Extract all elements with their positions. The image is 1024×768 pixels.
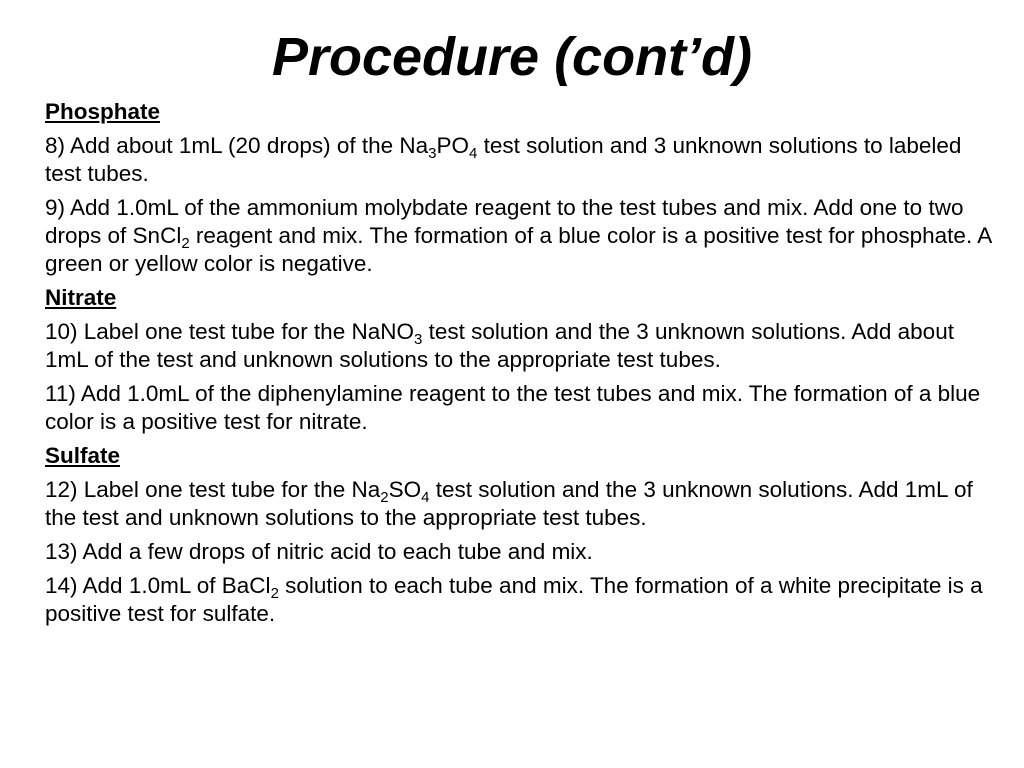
step-text: 14) Add 1.0mL of BaCl [45, 573, 271, 598]
step-text: 12) Label one test tube for the Na [45, 477, 381, 502]
step-text: 8) Add about 1mL (20 drops) of the Na [45, 133, 429, 158]
step-8 [45, 132, 995, 188]
slide-body [45, 98, 995, 634]
slide-title: Procedure (cont’d) [271, 27, 753, 87]
step-9 [45, 194, 995, 278]
step-text: SO [388, 477, 422, 502]
step-text: test solution and the 3 unknown solutions. Add about 1mL of the test and unknown solutions to the appropriate test tubes. [45, 319, 954, 372]
step-text: solution to each tube and mix. The formation of a white precipitate is a positive test for sulfate. [45, 573, 983, 626]
step-text: 11) Add 1.0mL of the diphenylamine reagent to the test tubes and mix. The formation of a blue color is a positive test for nitrate. [45, 381, 981, 434]
step-11 [45, 380, 995, 436]
step-text: 10) Label one test tube for the NaNO [45, 319, 414, 344]
subscript: 2 [270, 585, 279, 602]
step-14 [45, 572, 995, 628]
section-heading-nitrate: Nitrate [45, 285, 117, 310]
step-10 [45, 318, 995, 374]
step-text: 9) Add 1.0mL of the ammonium molybdate reagent to the test tubes and mix. Add one to two drops of SnCl [45, 195, 964, 248]
step-text: test solution and 3 unknown solutions to labeled test tubes. [45, 133, 962, 186]
step-12 [45, 476, 995, 532]
subscript: 4 [421, 489, 430, 506]
section-heading-sulfate: Sulfate [45, 443, 121, 468]
step-text: PO [436, 133, 470, 158]
subscript: 3 [413, 331, 423, 348]
subscript: 2 [380, 489, 389, 506]
subscript: 4 [469, 145, 478, 162]
step-13 [45, 538, 995, 566]
step-text: test solution and the 3 unknown solutions. Add 1mL of the test and unknown solutions to the appropriate test tubes. [45, 477, 973, 530]
subscript: 2 [181, 235, 190, 252]
subscript: 3 [428, 145, 437, 162]
step-text: 13) Add a few drops of nitric acid to each tube and mix. [45, 539, 593, 564]
step-text: reagent and mix. The formation of a blue color is a positive test for phosphate. A green or yellow color is negative. [45, 223, 991, 276]
section-heading-phosphate: Phosphate [45, 99, 161, 124]
